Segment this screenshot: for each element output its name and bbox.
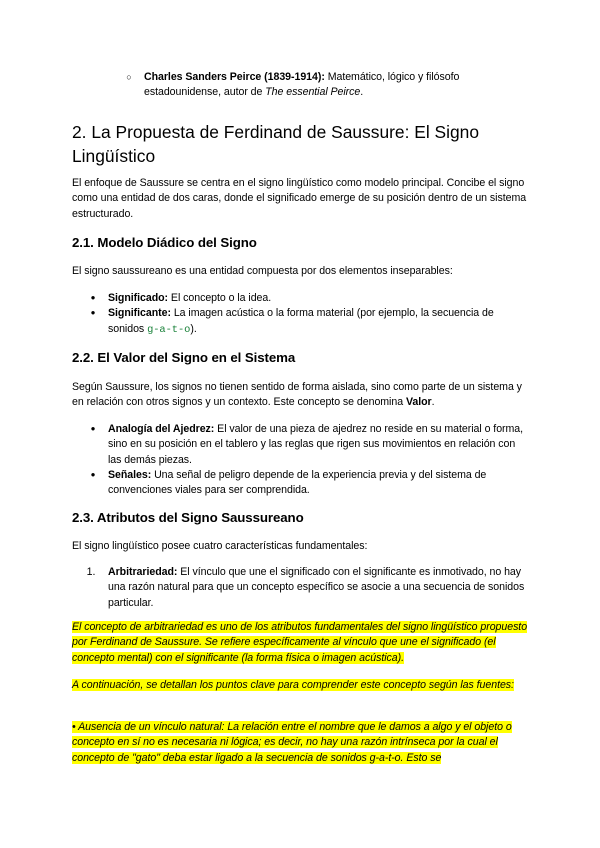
peirce-item	[72, 70, 528, 101]
highlighted-text: • Ausencia de un vínculo natural: La relación entre el nombre que le damos a algo y el objeto o concepto en sí no es necesaria ni lógica; es decir, no hay una razón intrínseca por la cual el concepto de "gato" deba estar ligado a la secuencia de sonidos g-a-t-o. Esto se	[72, 721, 512, 764]
section-2-title: 2. La Propuesta de Ferdinand de Saussure: El Signo Lingüístico	[72, 122, 480, 166]
section-2-intro: El enfoque de Saussure se centra en el signo lingüístico como modelo principal. Concibe el signo como una entidad de dos caras, donde el significado emerge de su posición dentro de un sistema estructurado.	[72, 177, 527, 220]
peirce-desc: Matemático, lógico y filósofo estadounidense, autor de	[144, 71, 460, 99]
list-item	[72, 291, 528, 306]
definition-tail: ).	[190, 322, 197, 335]
intro-text: Según Saussure, los signos no tienen sentido de forma aislada, sino como parte de un sistema y en relación con otros signos y un contexto. Este concepto se denomina	[72, 381, 522, 409]
peirce-book: The essential Peirce	[265, 86, 361, 99]
term: Significante:	[108, 307, 171, 320]
section-2-2-title: 2.2. El Valor del Signo en el Sistema	[72, 350, 296, 365]
intro-bold: Valor	[405, 396, 432, 409]
code-gato: g-a-t-o	[147, 323, 191, 336]
section-2-3	[72, 510, 528, 526]
section-2-1	[72, 235, 528, 251]
section-2-2-list	[72, 422, 528, 498]
definition: El valor de una pieza de ajedrez no reside en su material o forma, sino en su posición en el tablero y las reglas que rigen sus movimientos en relación con las demás piezas.	[108, 423, 524, 466]
section-2-3-intro: El signo lingüístico posee cuatro características fundamentales:	[72, 540, 368, 552]
bullet-icon	[88, 306, 98, 321]
section-2-3-title: 2.3. Atributos del Signo Saussureano	[72, 510, 304, 525]
bullet-icon	[88, 291, 98, 306]
definition: El vínculo que une el significado con el significante es inmotivado, no hay una razón natural para que un concepto específico se asocie a una secuencia de sonidos particular.	[108, 566, 525, 609]
list-item	[72, 306, 528, 338]
list-item	[72, 422, 528, 468]
section-2-1-list	[72, 291, 528, 338]
section-2-3-list	[72, 565, 528, 611]
highlighted-text: A continuación, se detallan los puntos clave para comprender este concepto según las fuentes:	[72, 679, 514, 691]
bullet-icon	[88, 422, 98, 437]
section-2-1-intro: El signo saussureano es una entidad compuesta por dos elementos inseparables:	[72, 265, 453, 277]
section-2-1-title: 2.1. Modelo Diádico del Signo	[72, 235, 257, 250]
intro-end: .	[431, 396, 435, 409]
term: Arbitrariedad:	[108, 566, 178, 578]
term: Señales:	[108, 468, 152, 481]
highlighted-paragraph	[72, 720, 528, 766]
peirce-name: Charles Sanders Peirce (1839-1914):	[144, 71, 325, 83]
list-item	[72, 468, 528, 499]
section-2	[72, 120, 528, 168]
highlighted-paragraph	[72, 620, 528, 666]
definition: La imagen acústica o la forma material (por ejemplo, la secuencia de sonidos	[108, 307, 494, 335]
section-2-2	[72, 350, 528, 366]
highlighted-text: El concepto de arbitrariedad es uno de los atributos fundamentales del signo lingüístico propuesto por Ferdinand de Saussure. Se refiere específicamente al vínculo que une el significado (el concepto mental) con el significante (la forma física o imagen acústica).	[72, 621, 528, 664]
bullet-icon	[88, 468, 98, 483]
term: Analogía del Ajedrez:	[108, 423, 215, 435]
highlighted-paragraph	[72, 678, 528, 693]
list-number: 1.	[86, 566, 96, 578]
section-2-2-intro	[72, 380, 528, 411]
definition: El concepto o la idea.	[168, 292, 272, 304]
list-item	[72, 565, 528, 611]
term: Significado:	[108, 292, 169, 304]
definition: Una señal de peligro depende de la experiencia previa y del sistema de convenciones viales para ser comprendida.	[108, 468, 487, 497]
circle-bullet-icon	[124, 70, 134, 85]
peirce-period: .	[360, 86, 364, 99]
